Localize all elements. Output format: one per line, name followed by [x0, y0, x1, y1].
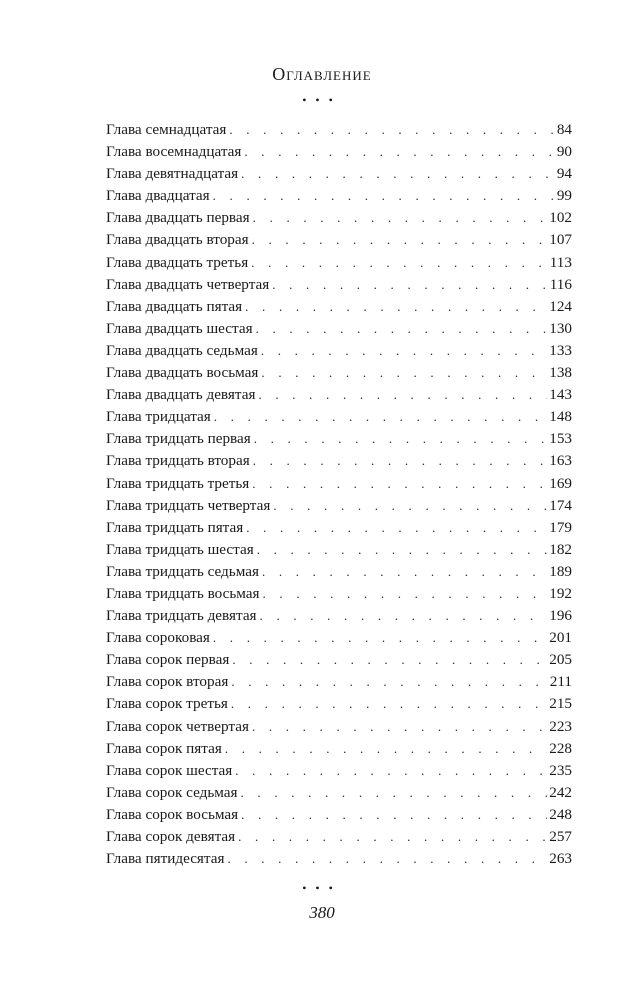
toc-entry-page: 169: [549, 474, 572, 492]
toc-dot-leader: [227, 848, 547, 870]
toc-dot-leader: [225, 738, 547, 760]
toc-entry-title: Глава двадцатая: [106, 187, 210, 205]
toc-entry-page: 116: [549, 275, 572, 293]
toc-dot-leader: [213, 185, 555, 207]
toc-entry-page: 99: [556, 187, 572, 205]
toc-entry: [106, 848, 572, 870]
table-of-contents: [106, 119, 572, 870]
toc-dot-leader: [262, 561, 547, 583]
toc-entry: [106, 539, 572, 561]
toc-entry-page: 263: [549, 850, 572, 868]
toc-dot-leader: [272, 274, 548, 296]
toc-entry: [106, 738, 572, 760]
toc-entry: [106, 495, 572, 517]
toc-entry-title: Глава тридцать четвертая: [106, 496, 271, 514]
toc-entry-page: 124: [549, 297, 572, 315]
toc-entry-title: Глава тридцать вторая: [106, 452, 250, 470]
toc-entry-title: Глава восемнадцатая: [106, 143, 242, 161]
toc-entry-page: 163: [549, 452, 572, 470]
toc-entry: [106, 627, 572, 649]
toc-entry-title: Глава тридцать первая: [106, 430, 251, 448]
toc-entry: [106, 119, 572, 141]
toc-entry-title: Глава сороковая: [106, 629, 210, 647]
toc-entry-page: 215: [549, 695, 572, 713]
toc-entry: [106, 716, 572, 738]
toc-entry: [106, 583, 572, 605]
toc-entry: [106, 384, 572, 406]
toc-dot-leader: [235, 760, 547, 782]
toc-dot-leader: [244, 141, 554, 163]
toc-dot-leader: [256, 318, 548, 340]
toc-entry-title: Глава сорок девятая: [106, 828, 236, 845]
toc-entry: [106, 473, 572, 495]
toc-dot-leader: [252, 473, 547, 495]
toc-entry: [106, 185, 572, 207]
toc-entry-title: Глава двадцать пятая: [106, 297, 243, 315]
toc-dot-leader: [251, 252, 548, 274]
toc-dot-leader: [214, 406, 547, 428]
toc-entry-page: 242: [549, 783, 572, 801]
toc-entry-page: 143: [549, 386, 572, 404]
toc-entry-title: Глава двадцать девятая: [106, 386, 256, 404]
toc-entry-page: 192: [549, 584, 572, 602]
toc-entry-page: 201: [549, 629, 572, 647]
toc-entry-title: Глава пятидесятая: [106, 850, 225, 868]
toc-dot-leader: [231, 671, 547, 693]
toc-dot-leader: [241, 163, 555, 185]
toc-entry-title: Глава сорок восьмая: [106, 805, 239, 823]
toc-dot-leader: [246, 517, 547, 539]
toc-dot-leader: [241, 782, 548, 804]
toc-entry-title: Глава двадцать первая: [106, 209, 250, 227]
toc-dot-leader: [258, 384, 547, 406]
toc-entry-page: 196: [549, 607, 572, 625]
toc-entry: [106, 649, 572, 671]
toc-entry-page: 148: [549, 408, 572, 426]
toc-entry-title: Глава двадцать седьмая: [106, 341, 258, 359]
toc-dot-leader: [241, 804, 547, 826]
toc-dot-leader: [263, 583, 548, 605]
toc-entry-title: Глава тридцать девятая: [106, 607, 257, 625]
toc-dot-leader: [238, 826, 547, 848]
toc-entry-title: Глава сорок третья: [106, 695, 228, 713]
toc-entry-page: 223: [549, 717, 572, 735]
toc-entry-page: 205: [549, 651, 572, 669]
toc-entry-title: Глава тридцать третья: [106, 474, 250, 492]
toc-entry-page: 133: [549, 341, 572, 359]
toc-entry-page: 107: [549, 231, 572, 249]
toc-entry-page: 182: [549, 540, 572, 558]
toc-entry-title: Глава двадцать шестая: [106, 319, 253, 337]
toc-entry: [106, 517, 572, 539]
toc-entry-page: 113: [549, 253, 572, 271]
toc-entry: [106, 296, 572, 318]
toc-entry-title: Глава тридцать восьмая: [106, 584, 260, 602]
toc-entry-page: 235: [549, 761, 572, 779]
toc-entry-title: Глава сорок первая: [106, 651, 230, 669]
toc-entry: [106, 428, 572, 450]
toc-entry: [106, 804, 572, 826]
toc-entry: [106, 693, 572, 715]
toc-entry: [106, 318, 572, 340]
toc-dot-leader: [254, 428, 547, 450]
toc-entry: [106, 450, 572, 472]
toc-entry: [106, 141, 572, 163]
toc-entry: [106, 561, 572, 583]
toc-entry: [106, 163, 572, 185]
toc-entry-page: 257: [549, 828, 572, 845]
toc-entry-title: Глава тридцать седьмая: [106, 562, 259, 580]
toc-dot-leader: [245, 296, 547, 318]
toc-entry: [106, 605, 572, 627]
toc-dot-leader: [231, 693, 547, 715]
toc-entry: [106, 362, 572, 384]
toc-dot-leader: [260, 605, 548, 627]
toc-entry-title: Глава двадцать третья: [106, 253, 249, 271]
toc-entry: [106, 274, 572, 296]
toc-entry-page: 179: [549, 518, 572, 536]
toc-dot-leader: [252, 229, 548, 251]
toc-entry-page: 102: [549, 209, 572, 227]
toc-dot-leader: [253, 207, 548, 229]
toc-entry: [106, 406, 572, 428]
toc-dot-leader: [213, 627, 547, 649]
toc-entry-title: Глава сорок пятая: [106, 739, 222, 757]
toc-dot-leader: [232, 649, 547, 671]
toc-entry-page: 248: [549, 805, 572, 823]
toc-entry: [106, 671, 572, 693]
page-number: 380: [309, 903, 335, 922]
toc-entry-page: 174: [549, 496, 572, 514]
toc-entry-title: Глава тридцать шестая: [106, 540, 254, 558]
toc-entry-title: Глава девятнадцатая: [106, 165, 239, 183]
toc-entry-title: Глава сорок шестая: [106, 761, 233, 779]
toc-entry: [106, 340, 572, 362]
toc-entry-page: 84: [556, 121, 572, 138]
toc-entry-title: Глава семнадцатая: [106, 121, 227, 138]
toc-entry-title: Глава сорок седьмая: [106, 783, 238, 801]
toc-entry: [106, 782, 572, 804]
toc-entry-title: Глава двадцать вторая: [106, 231, 249, 249]
toc-entry-title: Глава тридцатая: [106, 408, 211, 426]
toc-entry-title: Глава двадцать четвертая: [106, 275, 270, 293]
toc-entry-page: 153: [549, 430, 572, 448]
toc-dot-leader: [253, 450, 548, 472]
toc-dot-leader: [261, 362, 547, 384]
toc-dot-leader: [273, 495, 547, 517]
toc-dot-leader: [261, 340, 547, 362]
toc-entry: [106, 207, 572, 229]
toc-entry-page: 130: [549, 319, 572, 337]
toc-entry: [106, 229, 572, 251]
toc-entry-page: 94: [556, 165, 572, 183]
toc-entry-title: Глава сорок четвертая: [106, 717, 249, 735]
toc-entry: [106, 760, 572, 782]
toc-entry: [106, 252, 572, 274]
toc-entry-title: Глава сорок вторая: [106, 673, 229, 691]
toc-dot-leader: [229, 119, 554, 141]
toc-entry-page: 211: [549, 673, 572, 691]
toc-entry-title: Глава двадцать восьмая: [106, 364, 259, 382]
page-title: Оглавление: [272, 64, 372, 84]
toc-entry-title: Глава тридцать пятая: [106, 518, 244, 536]
toc-dot-leader: [252, 716, 547, 738]
toc-entry-page: 228: [549, 739, 572, 757]
bottom-ornament: •••: [302, 881, 342, 895]
toc-entry-page: 138: [549, 364, 572, 382]
toc-entry-page: 189: [549, 562, 572, 580]
top-ornament: •••: [302, 93, 342, 107]
toc-entry: [106, 826, 572, 848]
toc-dot-leader: [257, 539, 548, 561]
toc-entry-page: 90: [556, 143, 572, 161]
